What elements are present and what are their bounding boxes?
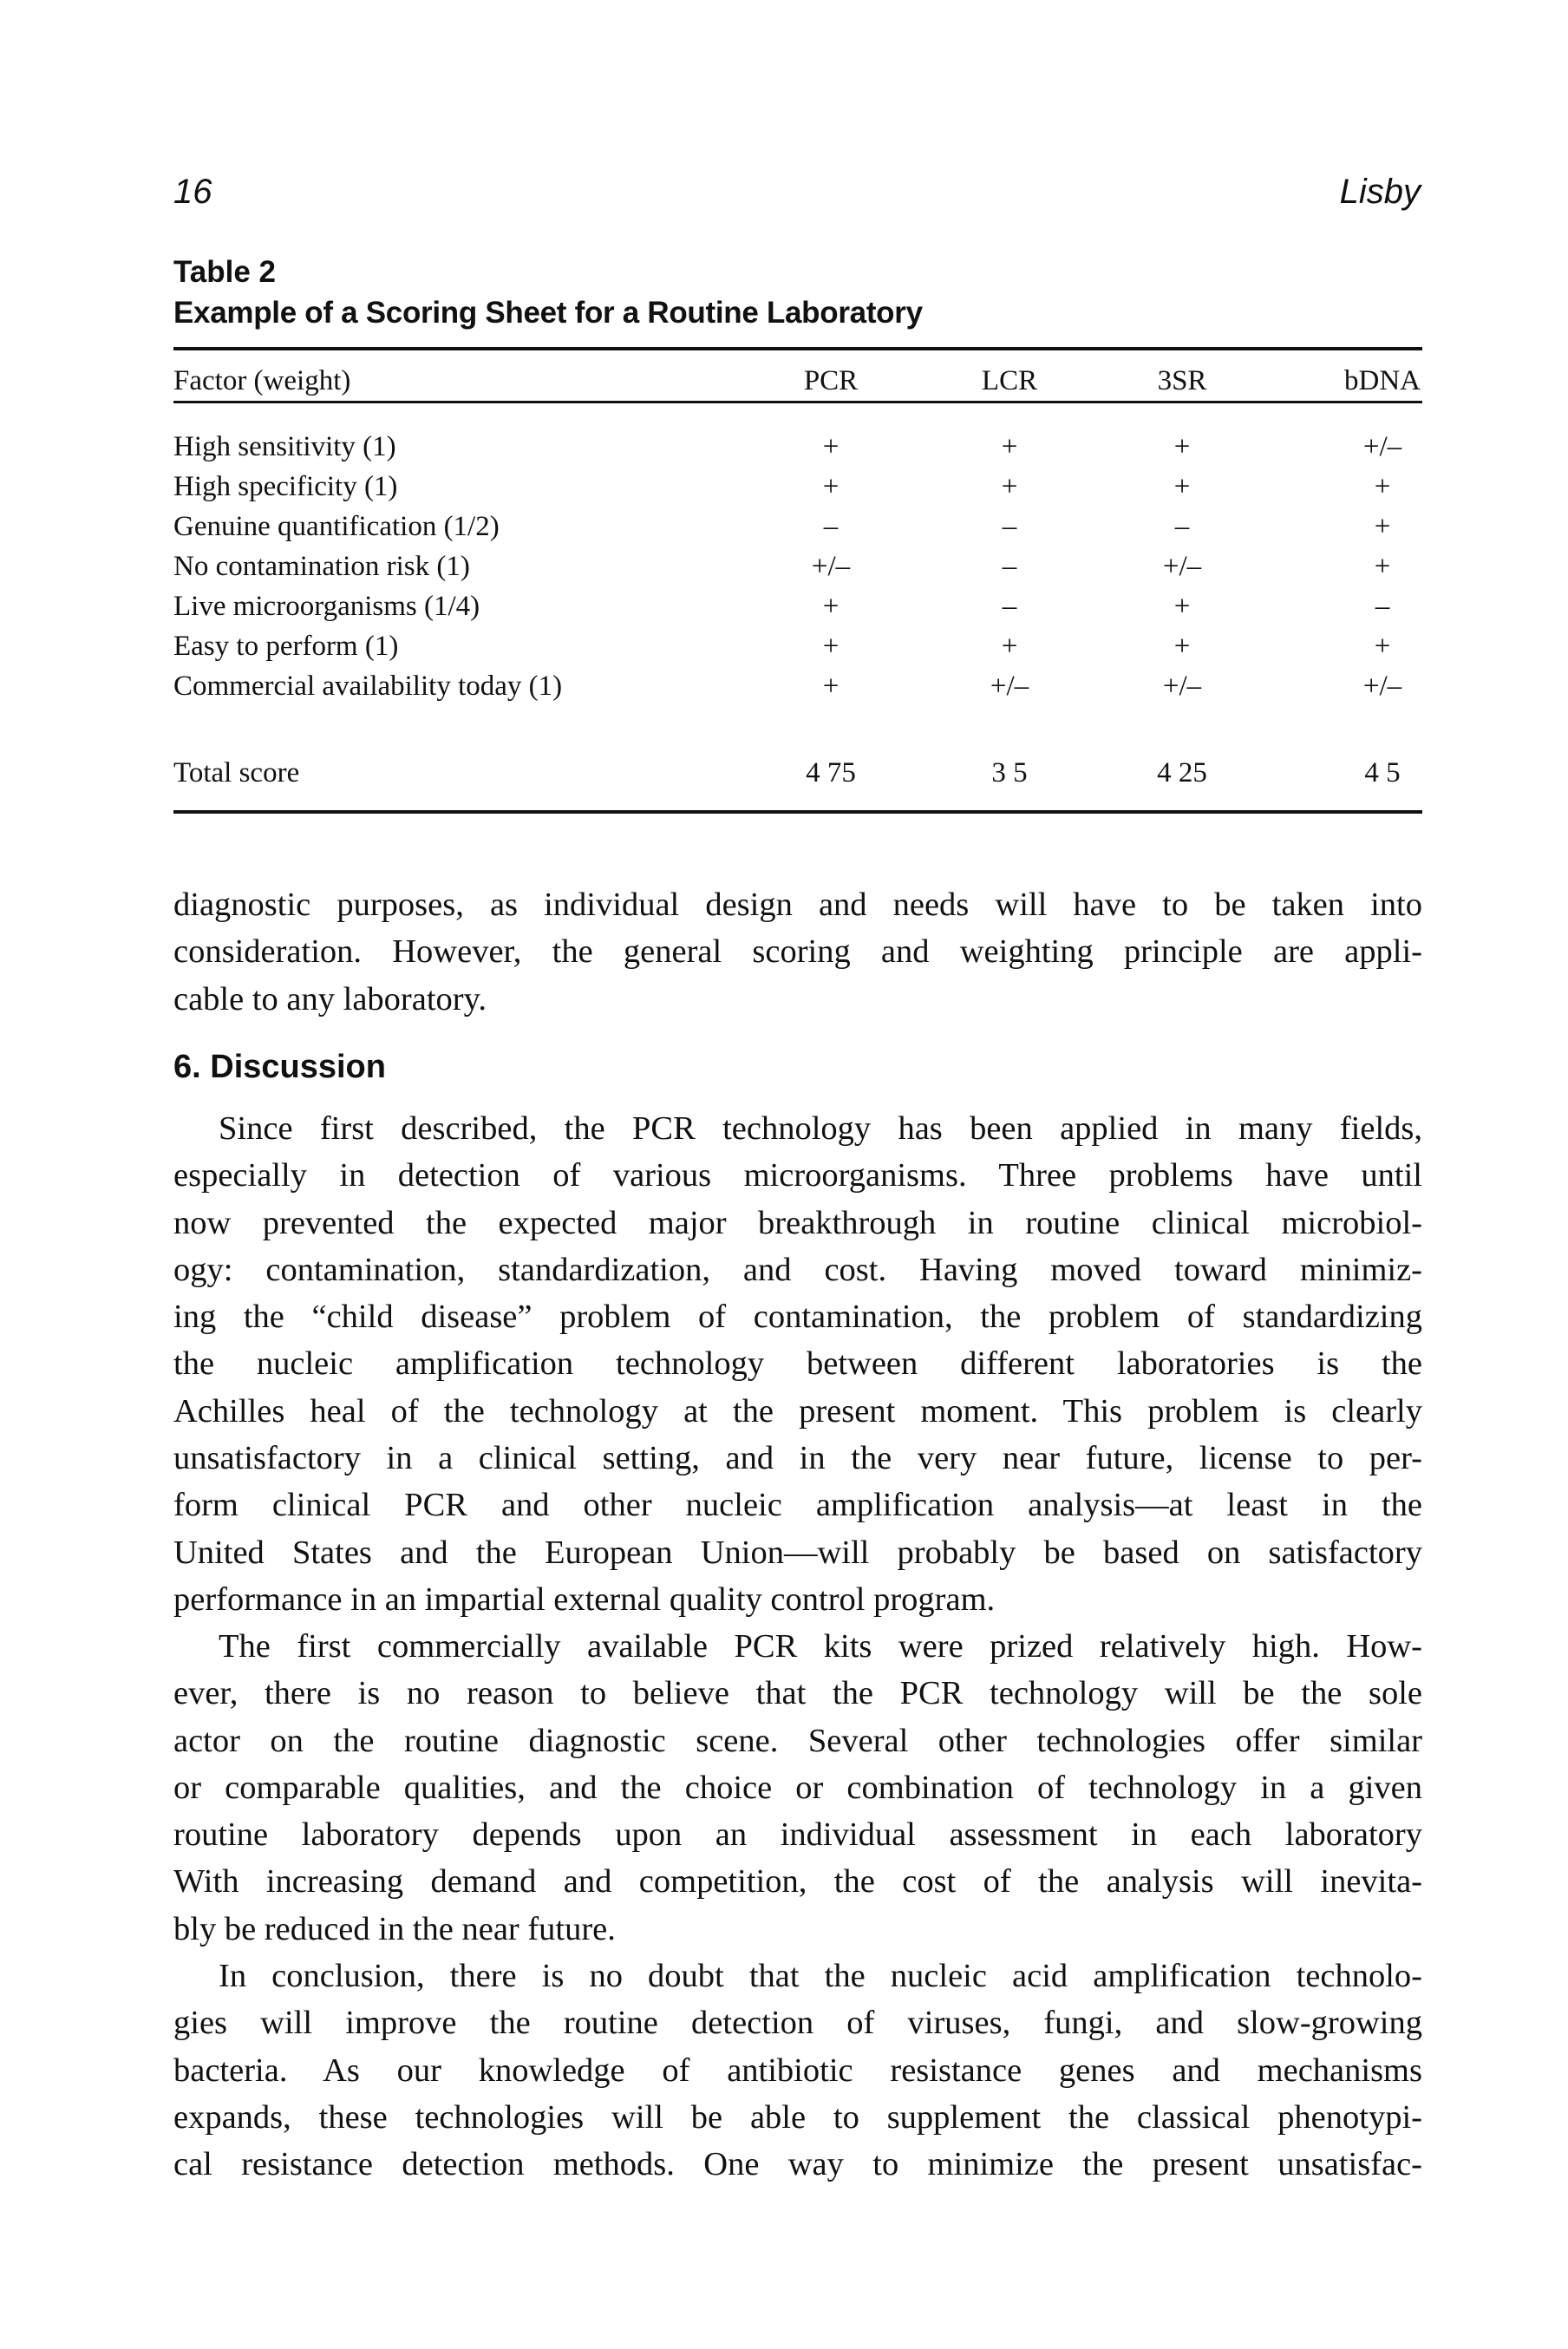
- row-factor: Commercial availability today (1): [173, 671, 563, 702]
- cell-bdna: –: [1375, 591, 1390, 622]
- text-line: With increasing demand and competition, the cost of the analysis will inevita-: [173, 1863, 1422, 1901]
- total-lcr: 3 5: [991, 757, 1028, 788]
- text-line: cable to any laboratory.: [173, 980, 487, 1017]
- table-row: [173, 427, 1422, 467]
- total-pcr: 4 75: [806, 757, 856, 788]
- cell-lcr: +: [1001, 471, 1018, 502]
- cell-bdna: +: [1374, 471, 1391, 502]
- text-line: ever, there is no reason to believe that the PCR technology will be the sole: [173, 1675, 1422, 1712]
- text-line: ing the “child disease” problem of contamination, the problem of standardizing: [173, 1299, 1422, 1336]
- row-factor: High specificity (1): [173, 471, 398, 502]
- text-line: unsatisfactory in a clinical setting, and in the very near future, license to per-: [173, 1440, 1422, 1477]
- cell-3sr: +/–: [1162, 671, 1202, 702]
- column-header-factor: Factor (weight): [173, 365, 351, 396]
- cell-3sr: +: [1173, 591, 1191, 622]
- table-row: [173, 586, 1422, 626]
- text-line: Achilles heal of the technology at the present moment. This problem is clearly: [173, 1392, 1422, 1430]
- text-line: form clinical PCR and other nucleic amplification analysis—at least in the: [173, 1487, 1422, 1524]
- text-line: United States and the European Union—will probably be based on satisfactory: [173, 1534, 1422, 1571]
- cell-lcr: +: [1001, 631, 1018, 662]
- cell-pcr: +: [822, 631, 840, 662]
- cell-bdna: +: [1374, 511, 1391, 542]
- text-line: performance in an impartial external quality control program.: [173, 1580, 996, 1618]
- running-head-author: Lisby: [1339, 173, 1421, 211]
- text-line: now prevented the expected major breakthrough in routine clinical microbiol-: [173, 1204, 1422, 1241]
- text-line: bacteria. As our knowledge of antibiotic resistance genes and mechanisms: [173, 2051, 1422, 2089]
- table-top-rule: [173, 347, 1422, 350]
- row-factor: High sensitivity (1): [173, 431, 396, 462]
- row-factor: Easy to perform (1): [173, 631, 399, 662]
- text-line: routine laboratory depends upon an individual assessment in each laboratory: [173, 1816, 1422, 1854]
- intro-paragraph: [173, 881, 1422, 1023]
- text-line: The first commercially available PCR kits were prized relatively high. How-: [219, 1628, 1422, 1665]
- cell-lcr: –: [1002, 511, 1017, 542]
- cell-pcr: +: [822, 671, 840, 702]
- cell-lcr: +/–: [990, 671, 1029, 702]
- text-line: bly be reduced in the near future.: [173, 1910, 616, 1947]
- cell-3sr: +: [1173, 431, 1191, 462]
- cell-3sr: +: [1173, 631, 1191, 662]
- table-header-rule: [173, 401, 1422, 403]
- text-line: In conclusion, there is no doubt that the nucleic acid amplification technolo-: [219, 1958, 1422, 1994]
- cell-bdna: +: [1374, 631, 1391, 662]
- text-line: Since first described, the PCR technology has been applied in many fields,: [219, 1110, 1422, 1147]
- text-line: the nucleic amplification technology between different laboratories is the: [173, 1345, 1422, 1383]
- text-line: actor on the routine diagnostic scene. Several other technologies offer similar: [173, 1722, 1422, 1759]
- text-line: expands, these technologies will be able to supplement the classical phenotypi-: [173, 2098, 1422, 2136]
- table-bottom-rule: [173, 810, 1422, 814]
- cell-bdna: +: [1374, 551, 1391, 582]
- text-line: gies will improve the routine detection of viruses, fungi, and slow-growing: [173, 2005, 1422, 2042]
- text-line: or comparable qualities, and the choice or combination of technology in a given: [173, 1769, 1422, 1806]
- cell-pcr: +: [822, 431, 840, 462]
- row-factor: No contamination risk (1): [173, 551, 470, 582]
- table-row: [173, 546, 1422, 586]
- cell-bdna: +/–: [1362, 671, 1402, 702]
- total-bdna: 4 5: [1364, 757, 1401, 788]
- section-heading: 6. Discussion: [173, 1049, 386, 1085]
- text-line: cal resistance detection methods. One way to minimize the present unsatisfac-: [173, 2146, 1422, 2183]
- text-line: ogy: contamination, standardization, and cost. Having moved toward minimiz-: [173, 1251, 1422, 1288]
- column-header-bdna: bDNA: [1344, 365, 1421, 396]
- column-header-lcr: LCR: [981, 365, 1038, 396]
- table-row: [173, 507, 1422, 546]
- cell-pcr: +: [822, 471, 840, 502]
- cell-bdna: +/–: [1362, 431, 1402, 462]
- text-line: especially in detection of various microorganisms. Three problems have until: [173, 1157, 1422, 1194]
- paragraph: [173, 1953, 1422, 2188]
- table-title: Example of a Scoring Sheet for a Routine Laboratory: [173, 296, 923, 330]
- total-label: Total score: [173, 757, 300, 788]
- table-total-row: [173, 753, 1422, 793]
- cell-pcr: –: [823, 511, 839, 542]
- cell-pcr: +: [822, 591, 840, 622]
- cell-3sr: +/–: [1162, 551, 1202, 582]
- table-header-row: [173, 361, 1422, 401]
- cell-lcr: +: [1001, 431, 1018, 462]
- column-header-3sr: 3SR: [1157, 365, 1207, 396]
- cell-lcr: –: [1002, 551, 1017, 582]
- table-row: [173, 626, 1422, 666]
- text-line: diagnostic purposes, as individual design and needs will have to be taken into: [173, 887, 1422, 923]
- table-label: Table 2: [173, 255, 277, 289]
- page-number: 16: [173, 173, 212, 211]
- paragraph: [173, 1105, 1422, 1623]
- row-factor: Live microorganisms (1/4): [173, 591, 480, 622]
- total-3sr: 4 25: [1157, 757, 1207, 788]
- cell-3sr: +: [1173, 471, 1191, 502]
- cell-lcr: –: [1002, 591, 1017, 622]
- text-line: consideration. However, the general scoring and weighting principle are appli-: [173, 933, 1422, 971]
- paragraph: [173, 1623, 1422, 1953]
- cell-3sr: –: [1174, 511, 1190, 542]
- row-factor: Genuine quantification (1/2): [173, 511, 500, 542]
- cell-pcr: +/–: [811, 551, 851, 582]
- column-header-pcr: PCR: [803, 365, 859, 396]
- table-row: [173, 666, 1422, 706]
- table-row: [173, 467, 1422, 507]
